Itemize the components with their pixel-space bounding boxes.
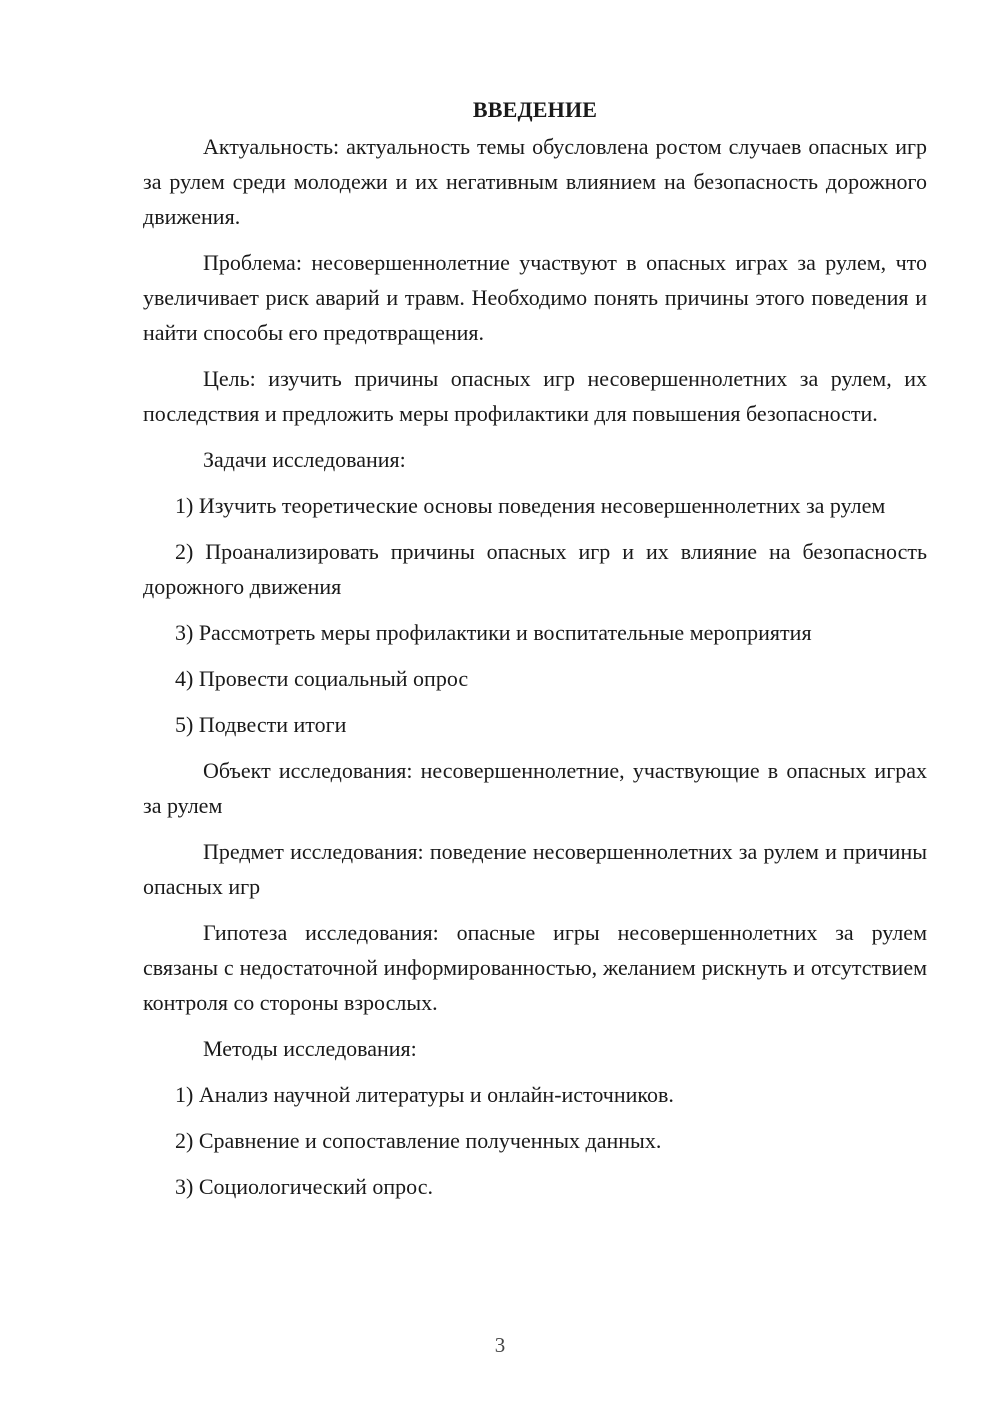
paragraph-subject: Предмет исследования: поведение несовершеннолетних за рулем и причины опасных игр <box>143 839 927 899</box>
paragraph-hypothesis: Гипотеза исследования: опасные игры несовершеннолетних за рулем связаны с недостаточной информированностью, желанием рискнуть и отсутствием контроля со стороны взрослых. <box>143 920 927 1015</box>
task-item-1: 1) Изучить теоретические основы поведения несовершеннолетних за рулем <box>175 493 886 518</box>
paragraph-object: Объект исследования: несовершеннолетние, участвующие в опасных играх за рулем <box>143 758 927 818</box>
document-page <box>143 92 927 1215</box>
paragraph-methods-heading: Методы исследования: <box>203 1036 417 1061</box>
task-item-4: 4) Провести социальный опрос <box>175 666 469 691</box>
method-item-1: 1) Анализ научной литературы и онлайн-источников. <box>175 1082 674 1107</box>
method-item-3: 3) Социологический опрос. <box>175 1174 433 1199</box>
paragraph-problem: Проблема: несовершеннолетние участвуют в опасных играх за рулем, что увеличивает риск аварий и травм. Необходимо понять причины этого поведения и найти способы его предотвращения. <box>143 250 927 345</box>
method-item-2: 2) Сравнение и сопоставление полученных данных. <box>175 1128 662 1153</box>
task-item-5: 5) Подвести итоги <box>175 712 347 737</box>
paragraph-goal: Цель: изучить причины опасных игр несовершеннолетних за рулем, их последствия и предложить меры профилактики для повышения безопасности. <box>143 366 927 426</box>
section-title: ВВЕДЕНИЕ <box>472 97 598 122</box>
page-number: 3 <box>494 1333 506 1357</box>
task-item-3: 3) Рассмотреть меры профилактики и воспитательные мероприятия <box>175 620 812 645</box>
paragraph-tasks-heading: Задачи исследования: <box>203 447 406 472</box>
task-item-2: 2) Проанализировать причины опасных игр и их влияние на безопасность дорожного движения <box>143 539 927 599</box>
paragraph-relevance: Актуальность: актуальность темы обусловлена ростом случаев опасных игр за рулем среди молодежи и их негативным влиянием на безопасность дорожного движения. <box>143 134 927 229</box>
